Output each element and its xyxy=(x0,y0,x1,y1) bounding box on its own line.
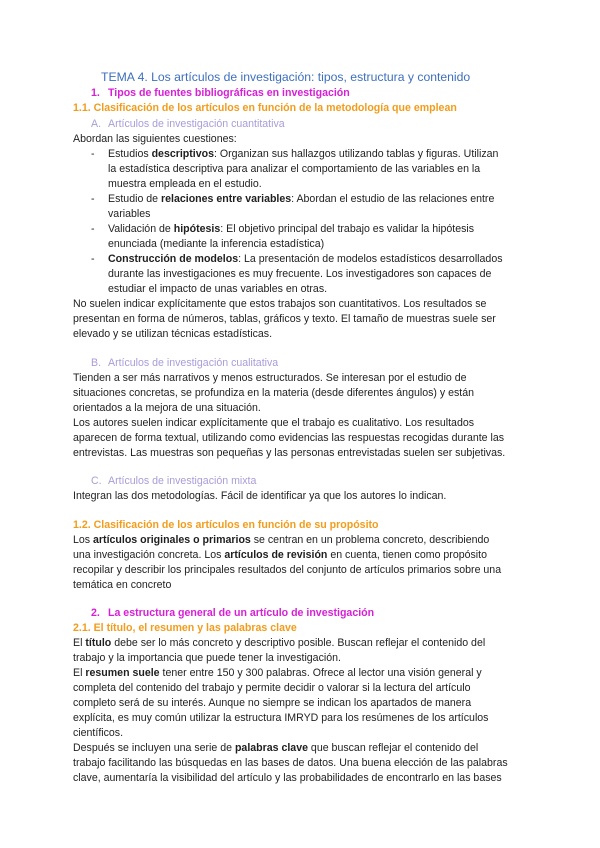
heading-a: Artículos de investigación cuantitativa xyxy=(108,118,285,130)
paragraph-b-line: aparecen de forma textual, utilizando como evidencias las respuestas recogidas durante las xyxy=(73,432,505,444)
intro-text: Abordan las siguientes cuestiones: xyxy=(73,133,237,145)
bullet-dash: - xyxy=(91,253,95,265)
bullet-4-line-2: durante las investigaciones es muy frecuente. Los investigadores son capaces de xyxy=(108,268,492,280)
paragraph-b-line: situaciones concretas, se profundiza en la materia (desde diferentes ángulos) y están xyxy=(73,387,475,399)
paragraph-21-line-9: trabajo facilitando las búsquedas en las bases de datos. Una buena elección de las palabras xyxy=(73,757,508,769)
bullet-3-line-2: enunciada (mediante la inferencia estadística) xyxy=(108,238,325,250)
paragraph-12-line-2: una investigación concreta. Los artículos de revisión en cuenta, tienen como propósito xyxy=(73,549,487,561)
heading-c-letter: C. xyxy=(91,475,102,487)
heading-2: La estructura general de un artículo de investigación xyxy=(108,607,375,619)
paragraph-21-line-4: completa del contenido del trabajo y permite decidir o valorar si la lectura del artículo xyxy=(73,682,471,694)
heading-a-letter: A. xyxy=(91,118,102,130)
bullet-dash: - xyxy=(91,193,95,205)
paragraph-a-line: elevado y se utilizan técnicas estadísticas. xyxy=(73,328,273,340)
bullet-1-line-1: Estudios descriptivos: Organizan sus hallazgos utilizando tablas y figuras. Utilizan xyxy=(108,148,499,160)
heading-1: Tipos de fuentes bibliográficas en investigación xyxy=(108,87,350,99)
heading-1-2: 1.2. Clasificación de los artículos en función de su propósito xyxy=(73,519,379,531)
paragraph-21-line-7: científicos. xyxy=(73,727,124,739)
bullet-1-line-2: la estadística descriptiva para analizar el comportamiento de las variables en la xyxy=(108,163,481,175)
page-title: TEMA 4. Los artículos de investigación: tipos, estructura y contenido xyxy=(101,70,471,84)
heading-2-number: 2. xyxy=(91,607,100,619)
heading-b: Artículos de investigación cualitativa xyxy=(108,357,279,369)
paragraph-b-line: Tienden a ser más narrativos y menos estructurados. Se interesan por el estudio de xyxy=(73,372,467,384)
heading-1-1: 1.1. Clasificación de los artículos en función de la metodología que emplean xyxy=(73,102,457,114)
paragraph-a-line: No suelen indicar explícitamente que estos trabajos son cuantitativos. Los resultados se xyxy=(73,298,487,310)
paragraph-21-line-3: El resumen suele tener entre 150 y 300 palabras. Ofrece al lector una visión general y xyxy=(73,667,482,679)
bullet-4-line-3: estudiar el impacto de unas variables en otras. xyxy=(108,283,328,295)
heading-b-letter: B. xyxy=(91,357,102,369)
bullet-2-line-2: variables xyxy=(108,208,151,220)
paragraph-b-line: entrevistas. Las muestras son pequeñas y las personas entrevistadas suelen ser subjetivas. xyxy=(73,447,506,459)
paragraph-21-line-2: trabajo y la importancia que puede tener la investigación. xyxy=(73,652,341,664)
bullet-1-line-3: muestra empleada en el estudio. xyxy=(108,178,262,190)
heading-2-1: 2.1. El título, el resumen y las palabras clave xyxy=(73,622,297,634)
bullet-dash: - xyxy=(91,148,95,160)
paragraph-21-line-10: clave, aumentaría la visibilidad del artículo y las probabilidades de encontrarlo en las bases xyxy=(73,772,502,784)
bullet-dash: - xyxy=(91,223,95,235)
paragraph-12-line-3: recopilar y describir los principales resultados del conjunto de artículos primarios sobre una xyxy=(73,564,502,576)
bullet-3-line-1: Validación de hipótesis: El objetivo principal del trabajo es validar la hipótesis xyxy=(108,223,475,235)
paragraph-a-line: presentan en forma de números, tablas, gráficos y texto. El tamaño de muestras suele ser xyxy=(73,313,496,325)
bullet-2-line-1: Estudio de relaciones entre variables: Abordan el estudio de las relaciones entre xyxy=(108,193,495,205)
paragraph-12-line-1: Los artículos originales o primarios se centran en un problema concreto, describiendo xyxy=(73,534,490,546)
bullet-4-line-1: Construcción de modelos: La presentación de modelos estadísticos desarrollados xyxy=(108,253,503,265)
paragraph-21-line-6: explícita, es muy común utilizar la estructura IMRYD para los resúmenes de los artículos xyxy=(73,712,489,724)
paragraph-21-line-1: El título debe ser lo más concreto y descriptivo posible. Buscan reflejar el contenido del xyxy=(73,637,486,649)
paragraph-c: Integran las dos metodologías. Fácil de identificar ya que los autores lo indican. xyxy=(73,490,447,502)
paragraph-21-line-5: completo será de su interés. Aunque no siempre se indican los apartados de manera xyxy=(73,697,472,709)
paragraph-12-line-4: temática en concreto xyxy=(73,579,172,591)
heading-c: Artículos de investigación mixta xyxy=(108,475,257,487)
paragraph-b-line: Los autores suelen indicar explícitamente que el trabajo es cualitativo. Los resultados xyxy=(73,417,475,429)
paragraph-21-line-8: Después se incluyen una serie de palabras clave que buscan reflejar el contenido del xyxy=(73,742,479,754)
paragraph-b-line: orientados a la mejora de una situación. xyxy=(73,402,261,414)
heading-1-number: 1. xyxy=(91,87,100,99)
